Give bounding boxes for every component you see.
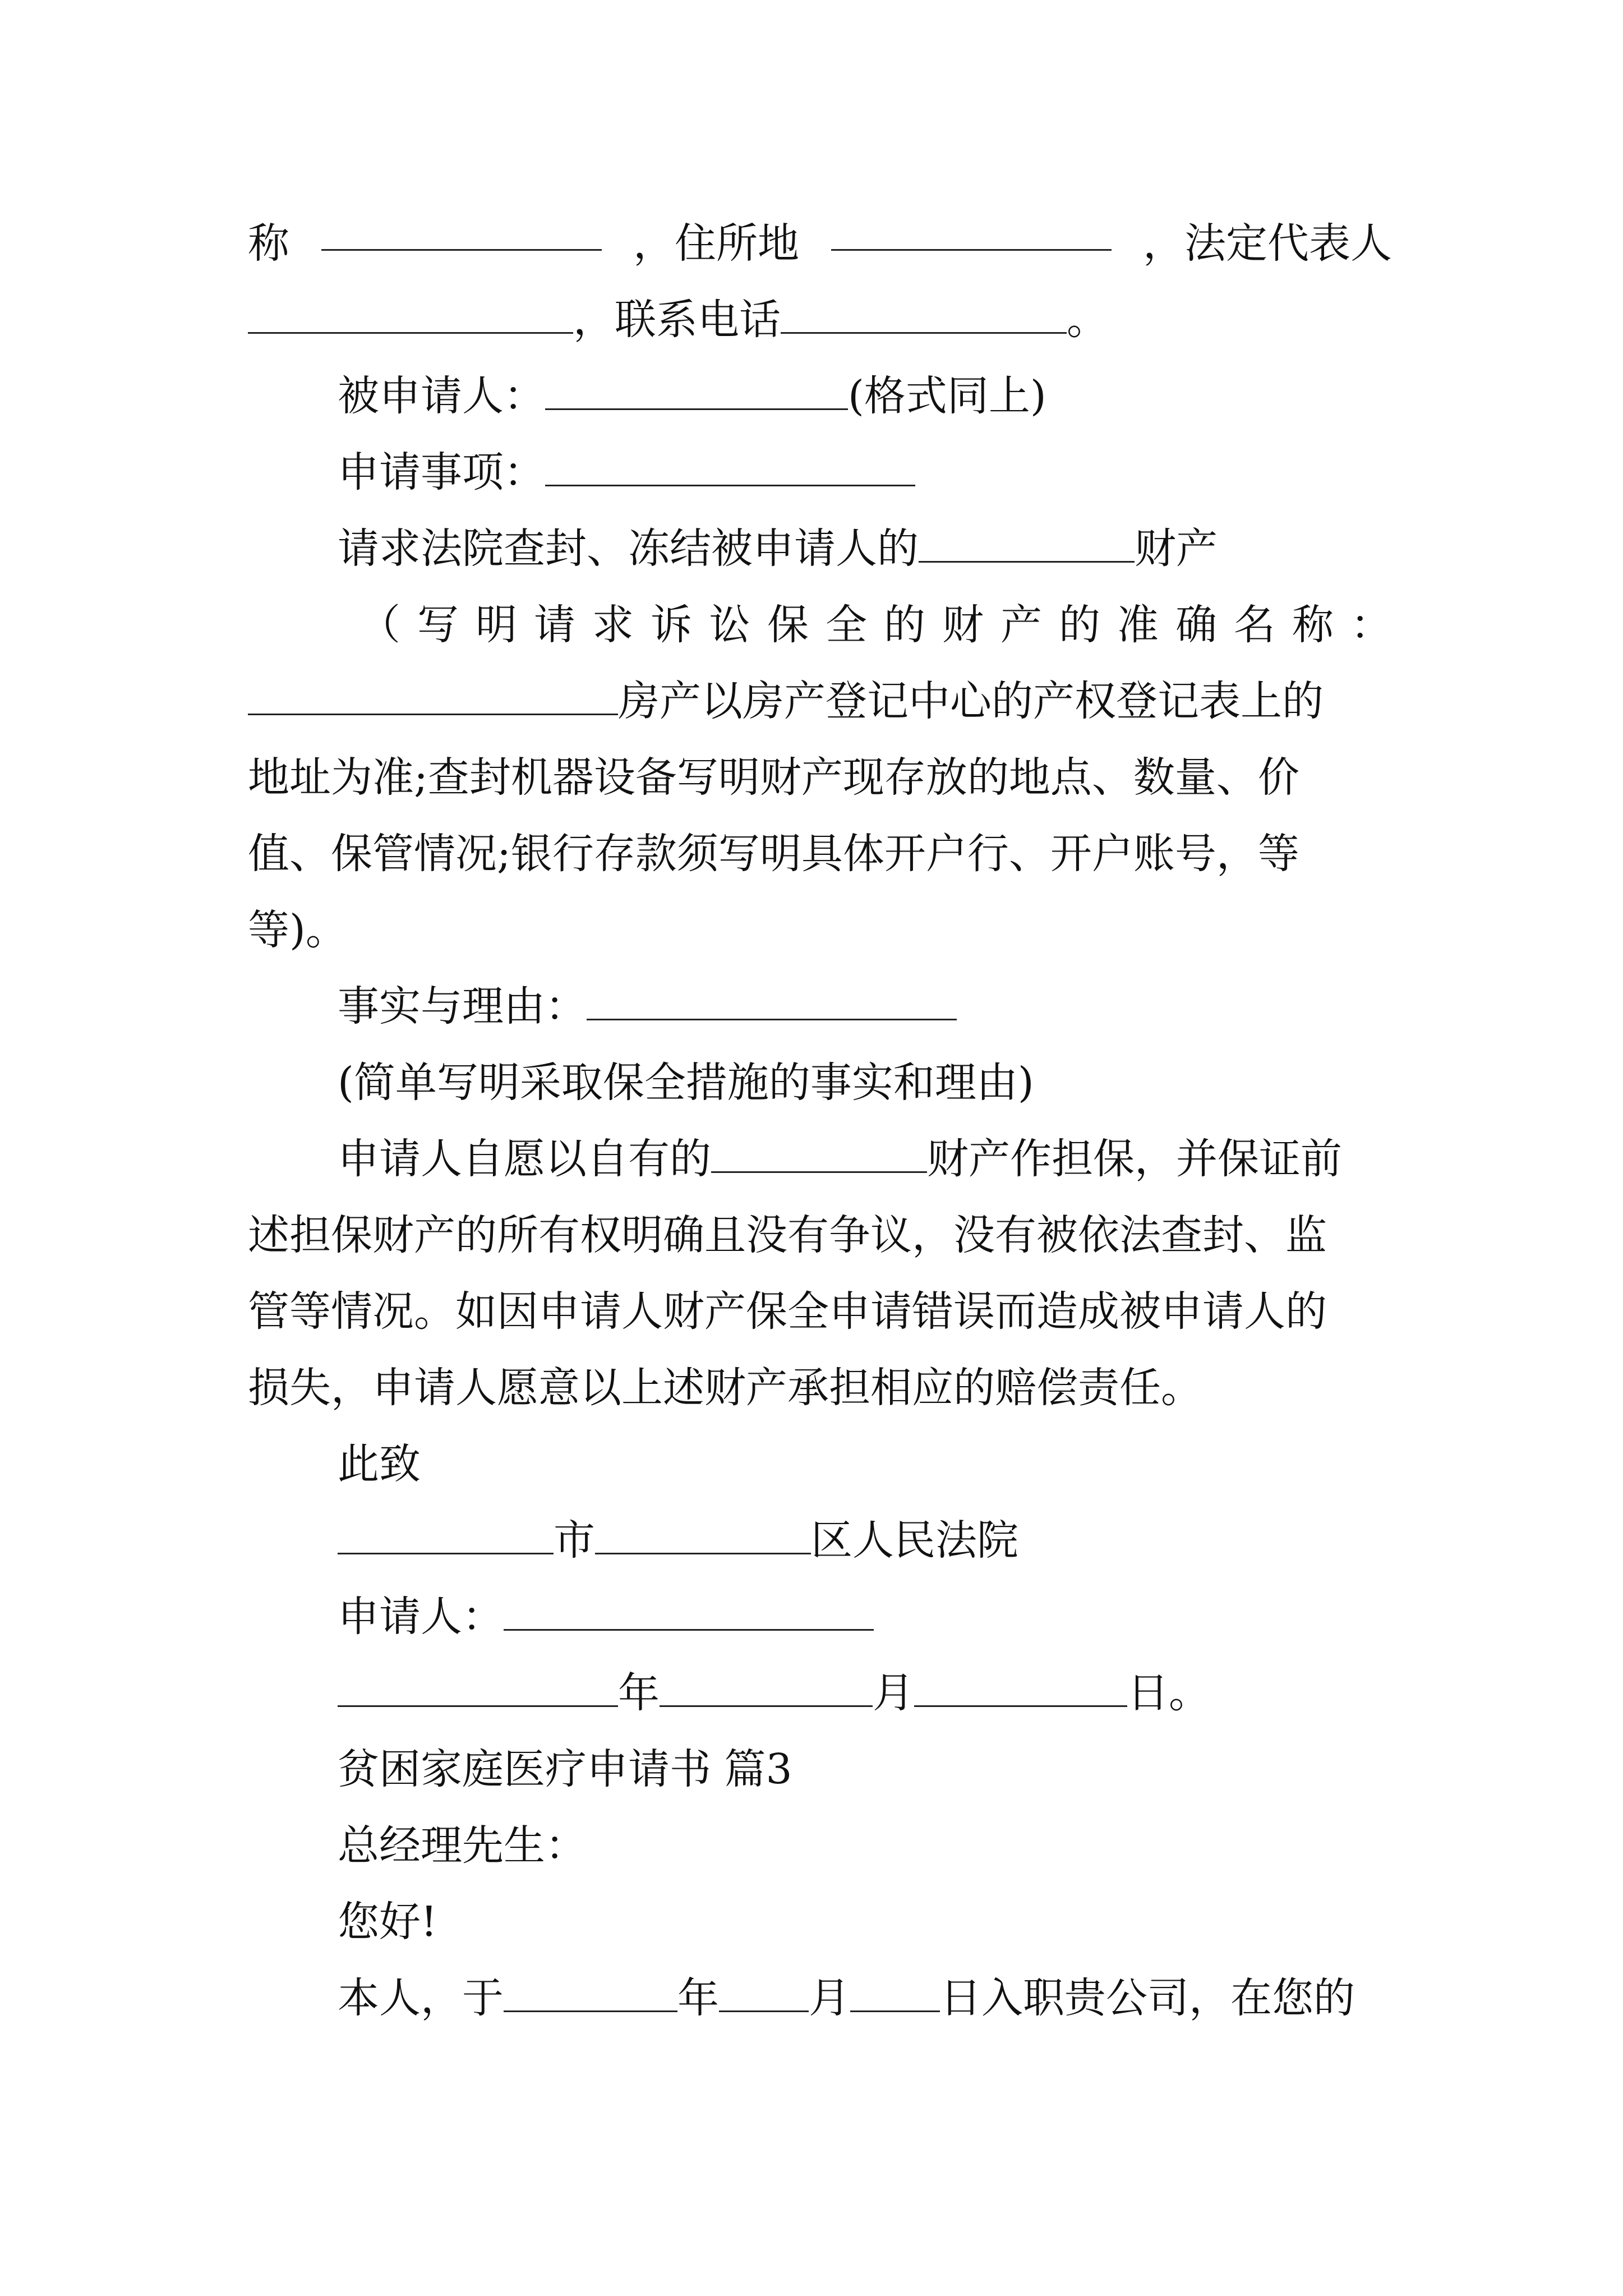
char: 的 (884, 601, 925, 649)
paragraph-line-12: (简单写明采取保全措施的事实和理由) (338, 1059, 1034, 1107)
court-line (338, 1512, 1482, 1568)
fill-blank-facts[interactable] (587, 985, 957, 1020)
text-segment: 申请人自愿以自有的 (338, 1135, 711, 1183)
fill-blank-phone[interactable] (781, 298, 1067, 334)
paragraph-line-10: 等)。 (248, 906, 347, 954)
text-segment: ，联系电话 (573, 296, 781, 344)
fill-blank-property[interactable] (919, 527, 1135, 563)
respondent-label: 被申请人： (338, 372, 545, 420)
char: 保 (767, 601, 809, 649)
paragraph-line-24 (338, 1970, 1482, 2026)
paragraph-line-15: 管等情况。如因申请人财产保全申请错误而造成被申请人的 (248, 1287, 1327, 1336)
char: 产 (1000, 601, 1042, 649)
text-segment: ，法定代表人 (1143, 219, 1392, 268)
fill-blank-legal-representative[interactable] (248, 298, 573, 334)
text-segment: 区人民法院 (811, 1516, 1018, 1565)
char: 准 (1117, 601, 1159, 649)
text-segment: 财产 (1135, 524, 1218, 573)
text-segment: (格式同上) (848, 372, 1046, 420)
applicant-label: 申请人： (338, 1593, 504, 1641)
paragraph-line-9: 值、保管情况;银行存款须写明具体开户行、开户账号，等 (248, 830, 1299, 878)
text-segment: 月 (809, 1974, 850, 2022)
char: 写 (417, 601, 459, 649)
applicant-signature-line (338, 1589, 1482, 1645)
char: ： (1350, 601, 1392, 649)
char: 全 (826, 601, 867, 649)
char: 求 (592, 601, 634, 649)
fill-blank-matters[interactable] (545, 451, 915, 486)
greeting-addressee: 总经理先生： (338, 1821, 587, 1870)
date-line (338, 1665, 1482, 1721)
char: 确 (1175, 601, 1217, 649)
fill-blank-address[interactable] (831, 215, 1112, 251)
paragraph-line-16: 损失，申请人愿意以上述财产承担相应的赔偿责任。 (248, 1364, 1202, 1412)
text-segment: 市 (554, 1516, 595, 1565)
fill-blank-entry-year[interactable] (504, 1977, 677, 2012)
fill-blank-district[interactable] (595, 1519, 811, 1554)
char: 名 (1234, 601, 1275, 649)
fill-blank-day[interactable] (914, 1672, 1127, 1707)
text-segment: ，住所地 (633, 219, 799, 268)
text-segment: 。 (1067, 296, 1108, 344)
char: 明 (476, 601, 517, 649)
paragraph-line-7 (248, 673, 1392, 729)
application-matters-line (338, 444, 1482, 500)
paragraph-line-1 (248, 215, 1392, 272)
facts-reasons-label: 事实与理由： (338, 982, 587, 1030)
greeting: 您好! (338, 1898, 437, 1946)
text-segment: 请求法院查封、冻结被申请人的 (338, 524, 919, 573)
fill-blank-name[interactable] (321, 215, 602, 251)
fill-blank-entry-month[interactable] (719, 1977, 809, 2012)
text-segment: 称 (248, 219, 289, 268)
text-segment: 日。 (1127, 1669, 1210, 1717)
char: 财 (942, 601, 984, 649)
respondent-line (338, 368, 1482, 424)
fill-blank-respondent[interactable] (545, 375, 848, 410)
paragraph-line-14: 述担保财产的所有权明确且没有争议，没有被依法查封、监 (248, 1211, 1327, 1259)
text-segment: 本人，于 (338, 1974, 504, 2022)
fill-blank-month[interactable] (660, 1672, 873, 1707)
paragraph-line-6 (359, 597, 1392, 653)
char: （ (359, 601, 400, 649)
salutation-line: 此致 (338, 1440, 421, 1488)
char: 诉 (651, 601, 692, 649)
application-matters-label: 申请事项： (338, 448, 545, 496)
paragraph-line-8: 地址为准;查封机器设备写明财产现存放的地点、数量、价 (248, 753, 1299, 802)
text-segment: 房产以房产登记中心的产权登记表上的 (618, 677, 1324, 725)
text-segment: 月 (873, 1669, 914, 1717)
fill-blank-year[interactable] (338, 1672, 618, 1707)
section-title: 贫困家庭医疗申请书 篇3 (338, 1745, 792, 1793)
text-segment: 年 (677, 1974, 719, 2022)
char: 的 (1059, 601, 1100, 649)
text-segment: 财产作担保，并保证前 (927, 1135, 1342, 1183)
fill-blank-entry-day[interactable] (850, 1977, 940, 2012)
paragraph-line-2 (248, 292, 1392, 348)
fill-blank-property-name[interactable] (248, 680, 618, 715)
facts-reasons-line (338, 978, 1482, 1034)
fill-blank-guarantee-property[interactable] (711, 1138, 927, 1173)
char: 请 (534, 601, 575, 649)
fill-blank-applicant[interactable] (504, 1595, 874, 1631)
request-line (338, 521, 1482, 577)
text-segment: 年 (618, 1669, 660, 1717)
paragraph-line-13 (338, 1131, 1482, 1187)
char: 讼 (709, 601, 750, 649)
char: 称 (1292, 601, 1334, 649)
fill-blank-city[interactable] (338, 1519, 554, 1554)
text-segment: 日入职贵公司，在您的 (940, 1974, 1355, 2022)
